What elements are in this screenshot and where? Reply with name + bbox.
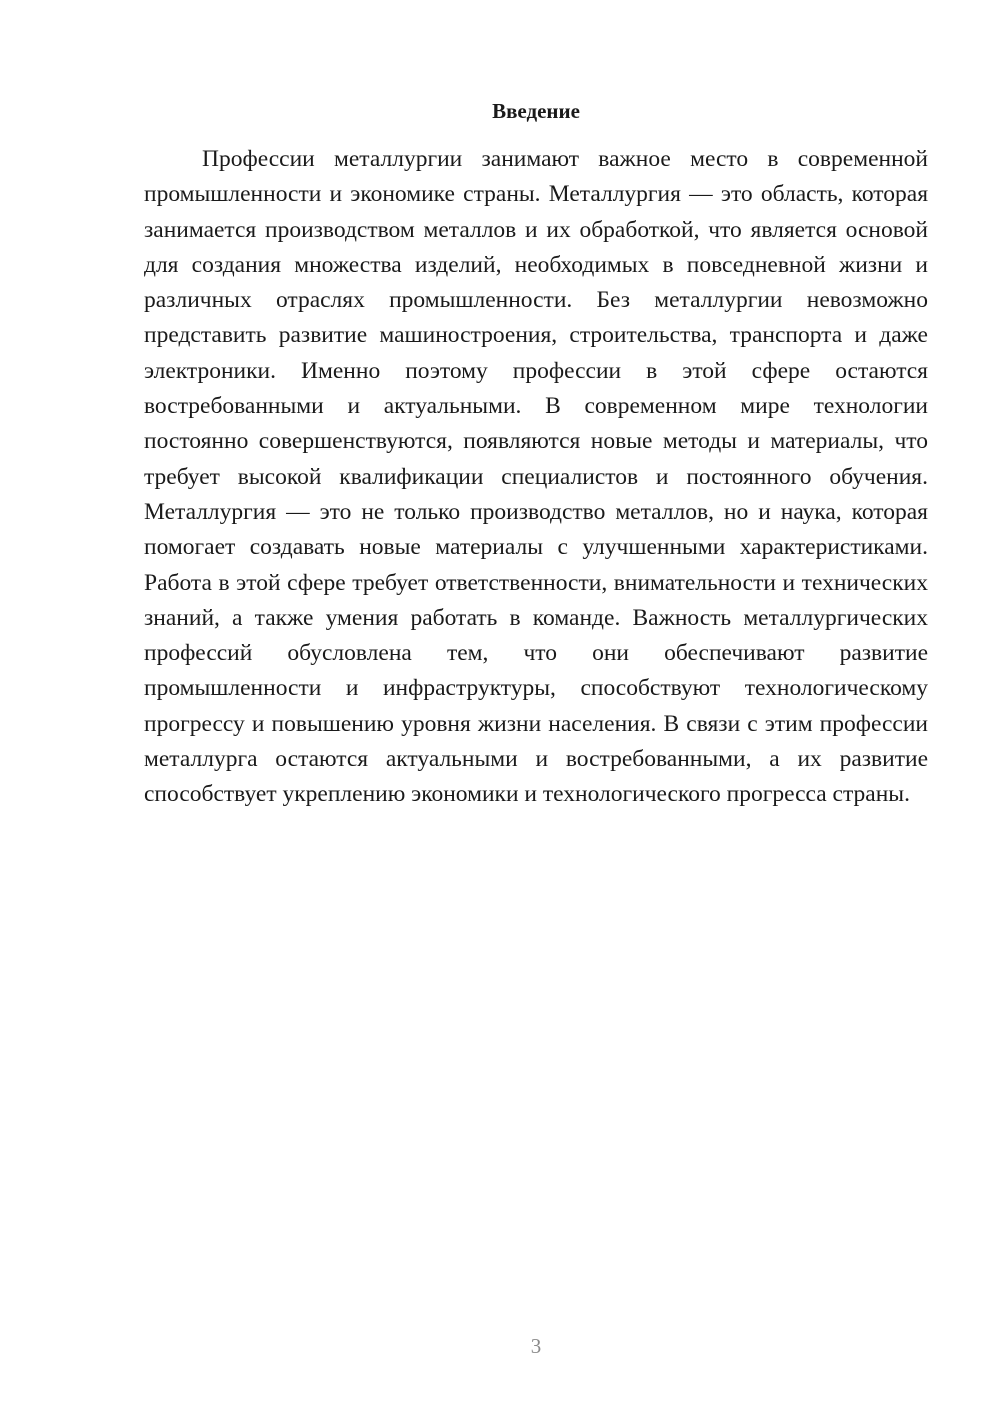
page-number: 3: [530, 1334, 542, 1358]
section-heading: Введение: [492, 99, 580, 123]
body-paragraph: Профессии металлургии занимают важное место в современной промышленности и экономике страны. Металлургия — это область, которая занимается производством металлов и их обработкой, что является основой для создания множества изделий, необходимых в повседневной жизни и различных отраслях промышленности. Без металлургии невозможно представить развитие машиностроения, строительства, транспорта и даже электроники. Именно поэтому профессии в этой сфере остаются востребованными и актуальными. В современном мире технологии постоянно совершенствуются, появляются новые методы и материалы, что требует высокой квалификации специалистов и постоянного обучения. Металлургия — это не только производство металлов, но и наука, которая помогает создавать новые материалы с улучшенными характеристиками. Работа в этой сфере требует ответственности, внимательности и технических знаний, а также умения работать в команде. Важность металлургических профессий обусловлена тем, что они обеспечивают развитие промышленности и инфраструктуры, способствуют технологическому прогрессу и повышению уровня жизни населения. В связи с этим профессии металлурга остаются актуальными и востребованными, а их развитие способствует укреплению экономики и технологического прогресса страны.: [144, 146, 928, 808]
